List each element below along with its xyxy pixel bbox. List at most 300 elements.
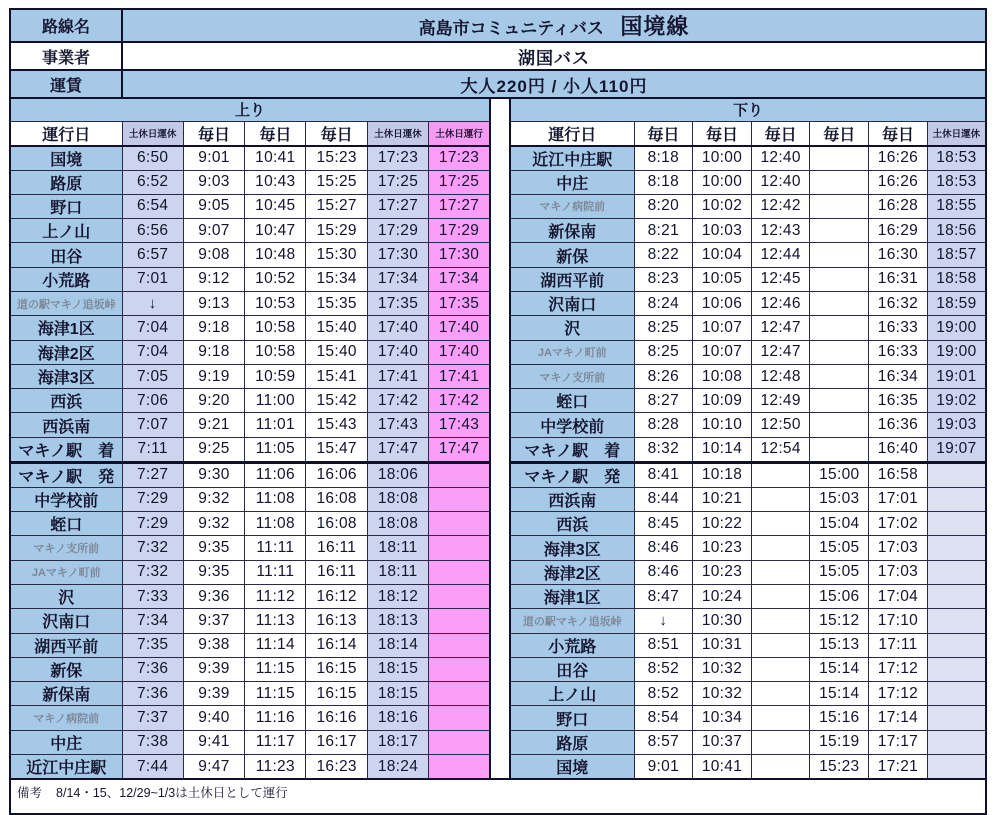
route-name-label: 路線名 — [10, 9, 122, 42]
table-row — [10, 389, 490, 413]
time-cell: 17:41 — [429, 364, 490, 388]
time-cell: 7:44 — [122, 755, 183, 780]
table-row — [10, 462, 490, 487]
table-row — [10, 487, 490, 511]
station-cell: 西浜 — [510, 512, 634, 536]
station-cell: 新保南 — [10, 682, 122, 706]
station-cell: 沢 — [510, 316, 634, 340]
time-cell: 18:24 — [367, 755, 428, 780]
time-cell: 9:47 — [183, 755, 244, 780]
column-header: 毎日 — [751, 121, 810, 146]
station-cell: 蛭口 — [10, 512, 122, 536]
time-cell — [810, 291, 869, 315]
table-row — [10, 730, 490, 754]
time-cell: 16:40 — [869, 437, 928, 462]
time-cell — [810, 437, 869, 462]
time-cell: 17:35 — [429, 291, 490, 315]
time-cell: 10:58 — [245, 316, 306, 340]
table-gap — [491, 97, 509, 780]
table-row — [10, 267, 490, 291]
table-row — [10, 609, 490, 633]
station-cell: マキノ病院前 — [510, 194, 634, 218]
table-row — [10, 340, 490, 364]
time-cell — [927, 536, 986, 560]
time-cell: 17:34 — [429, 267, 490, 291]
table-row — [510, 462, 986, 487]
time-cell: 8:27 — [634, 389, 693, 413]
time-cell: 7:07 — [122, 413, 183, 437]
table-row — [10, 512, 490, 536]
time-cell — [927, 609, 986, 633]
time-cell: 9:18 — [183, 316, 244, 340]
time-cell: 10:48 — [245, 243, 306, 267]
time-cell: 17:43 — [367, 413, 428, 437]
time-cell: 10:30 — [693, 609, 752, 633]
time-cell: 16:08 — [306, 487, 367, 511]
time-cell: 15:16 — [810, 706, 869, 730]
time-cell: 7:05 — [122, 364, 183, 388]
time-cell: 8:25 — [634, 340, 693, 364]
time-cell — [810, 219, 869, 243]
time-cell: 9:13 — [183, 291, 244, 315]
time-cell: 11:14 — [245, 633, 306, 657]
table-row — [510, 730, 986, 754]
time-cell: 17:40 — [429, 340, 490, 364]
time-cell: 17:21 — [869, 755, 928, 780]
time-cell — [751, 609, 810, 633]
column-header: 毎日 — [183, 121, 244, 146]
time-cell — [927, 730, 986, 754]
station-cell: 道の駅マキノ追坂峠 — [10, 291, 122, 315]
time-cell — [751, 706, 810, 730]
station-cell: 近江中庄駅 — [10, 755, 122, 780]
time-cell: 17:43 — [429, 413, 490, 437]
station-cell: 上ノ山 — [10, 219, 122, 243]
time-cell: 10:14 — [693, 437, 752, 462]
table-row — [510, 706, 986, 730]
time-cell: 15:43 — [306, 413, 367, 437]
table-row — [510, 170, 986, 194]
table-row — [510, 364, 986, 388]
remarks-note — [9, 778, 987, 815]
time-cell: 12:49 — [751, 389, 810, 413]
time-cell: 19:03 — [927, 413, 986, 437]
time-cell: 10:41 — [245, 146, 306, 171]
table-row — [510, 487, 986, 511]
time-cell: 15:40 — [306, 340, 367, 364]
table-row — [510, 584, 986, 608]
time-cell: 17:47 — [429, 437, 490, 462]
time-cell: 15:27 — [306, 194, 367, 218]
time-cell: 16:14 — [306, 633, 367, 657]
time-cell: 16:08 — [306, 512, 367, 536]
timetable-down — [509, 97, 987, 780]
time-cell: 15:05 — [810, 560, 869, 584]
time-cell: 15:47 — [306, 437, 367, 462]
station-cell: 国境 — [10, 146, 122, 171]
time-cell — [429, 755, 490, 780]
time-cell: 19:01 — [927, 364, 986, 388]
time-cell — [751, 462, 810, 487]
fare-label: 運賃 — [10, 70, 122, 98]
operator-label: 事業者 — [10, 42, 122, 70]
time-cell: 10:37 — [693, 730, 752, 754]
time-cell: 18:53 — [927, 146, 986, 171]
time-cell — [810, 170, 869, 194]
station-cell: 中学校前 — [510, 413, 634, 437]
table-row — [510, 146, 986, 171]
time-cell: 9:20 — [183, 389, 244, 413]
station-cell: 海津2区 — [10, 340, 122, 364]
station-cell: 西浜南 — [510, 487, 634, 511]
time-cell — [810, 364, 869, 388]
time-cell: 9:01 — [634, 755, 693, 780]
station-cell: 海津2区 — [510, 560, 634, 584]
time-cell: 10:47 — [245, 219, 306, 243]
operating-day-header: 運行日 — [10, 121, 122, 146]
time-cell: 11:15 — [245, 657, 306, 681]
column-header: 毎日 — [634, 121, 693, 146]
time-cell: 12:47 — [751, 316, 810, 340]
time-cell: 15:42 — [306, 389, 367, 413]
table-row — [10, 633, 490, 657]
station-cell: 中庄 — [10, 730, 122, 754]
time-cell: 15:29 — [306, 219, 367, 243]
time-cell — [927, 682, 986, 706]
time-cell: 18:53 — [927, 170, 986, 194]
time-cell: 9:32 — [183, 512, 244, 536]
time-cell — [810, 267, 869, 291]
time-cell: 10:10 — [693, 413, 752, 437]
time-cell — [751, 657, 810, 681]
time-cell: 15:12 — [810, 609, 869, 633]
time-cell: 17:29 — [429, 219, 490, 243]
time-cell: 15:23 — [306, 146, 367, 171]
time-cell: 12:48 — [751, 364, 810, 388]
time-cell — [751, 487, 810, 511]
time-cell: 17:12 — [869, 657, 928, 681]
direction-header: 下り — [510, 98, 986, 121]
table-row — [10, 584, 490, 608]
fare-row — [10, 70, 986, 98]
station-cell: 小荒路 — [510, 633, 634, 657]
time-cell — [927, 584, 986, 608]
time-cell: 9:21 — [183, 413, 244, 437]
table-row — [510, 316, 986, 340]
time-cell: 10:23 — [693, 536, 752, 560]
time-cell: 18:14 — [367, 633, 428, 657]
station-cell: 新保 — [10, 657, 122, 681]
route-name-value — [122, 9, 986, 42]
time-cell: 16:33 — [869, 316, 928, 340]
time-cell: 15:30 — [306, 243, 367, 267]
remarks-label: 備考 — [17, 786, 43, 801]
time-cell: 9:38 — [183, 633, 244, 657]
time-cell: 8:44 — [634, 487, 693, 511]
table-row — [510, 512, 986, 536]
station-cell: 近江中庄駅 — [510, 146, 634, 171]
station-cell: 海津1区 — [10, 316, 122, 340]
time-cell: 19:07 — [927, 437, 986, 462]
route-name-text: 国境線 — [620, 14, 690, 39]
time-cell: 16:15 — [306, 657, 367, 681]
station-cell: 湖西平前 — [510, 267, 634, 291]
time-cell — [429, 462, 490, 487]
time-cell: 12:43 — [751, 219, 810, 243]
direction-header: 上り — [10, 98, 490, 121]
time-cell: 15:00 — [810, 462, 869, 487]
time-cell: 11:16 — [245, 706, 306, 730]
time-cell — [429, 609, 490, 633]
time-cell: 11:08 — [245, 512, 306, 536]
time-cell: 17:40 — [367, 316, 428, 340]
time-cell — [810, 340, 869, 364]
time-cell: 8:22 — [634, 243, 693, 267]
time-cell: 9:08 — [183, 243, 244, 267]
time-cell — [751, 682, 810, 706]
station-cell: 西浜南 — [10, 413, 122, 437]
time-cell — [927, 755, 986, 780]
time-cell: 18:17 — [367, 730, 428, 754]
time-cell: 18:11 — [367, 536, 428, 560]
time-cell: 7:01 — [122, 267, 183, 291]
time-cell: 9:19 — [183, 364, 244, 388]
time-cell: 16:33 — [869, 340, 928, 364]
time-cell: 18:58 — [927, 267, 986, 291]
table-row — [510, 682, 986, 706]
time-cell: 17:02 — [869, 512, 928, 536]
table-row — [510, 609, 986, 633]
time-cell — [927, 560, 986, 584]
time-cell — [751, 633, 810, 657]
time-cell: 18:57 — [927, 243, 986, 267]
time-cell: 10:32 — [693, 657, 752, 681]
time-cell — [751, 584, 810, 608]
station-cell: 上ノ山 — [510, 682, 634, 706]
time-cell: 7:29 — [122, 487, 183, 511]
time-cell: 10:59 — [245, 364, 306, 388]
time-cell: 9:36 — [183, 584, 244, 608]
table-row — [10, 755, 490, 780]
time-cell: 18:12 — [367, 584, 428, 608]
table-row — [10, 146, 490, 171]
station-cell: 海津3区 — [10, 364, 122, 388]
time-cell: 17:14 — [869, 706, 928, 730]
time-cell: 18:59 — [927, 291, 986, 315]
time-cell: 17:23 — [367, 146, 428, 171]
time-cell: 11:08 — [245, 487, 306, 511]
time-cell: 17:17 — [869, 730, 928, 754]
time-cell: 18:56 — [927, 219, 986, 243]
time-cell — [429, 682, 490, 706]
time-cell: 17:34 — [367, 267, 428, 291]
time-cell: 11:05 — [245, 437, 306, 462]
time-cell: 10:02 — [693, 194, 752, 218]
station-cell: 海津3区 — [510, 536, 634, 560]
time-cell: 17:04 — [869, 584, 928, 608]
station-cell: マキノ病院前 — [10, 706, 122, 730]
time-cell: 6:57 — [122, 243, 183, 267]
station-cell: 中学校前 — [10, 487, 122, 511]
station-cell: 路原 — [10, 170, 122, 194]
time-cell — [429, 560, 490, 584]
time-cell: 17:42 — [429, 389, 490, 413]
fare-value: 大人220円 / 小人110円 — [122, 70, 986, 98]
station-cell: 小荒路 — [10, 267, 122, 291]
time-cell: 16:28 — [869, 194, 928, 218]
time-cell: 17:30 — [367, 243, 428, 267]
time-cell: 12:45 — [751, 267, 810, 291]
time-cell: 7:38 — [122, 730, 183, 754]
table-row — [10, 194, 490, 218]
remarks-text: 8/14・15、12/29~1/3は土休日として運行 — [56, 786, 288, 801]
time-cell: 7:29 — [122, 512, 183, 536]
time-cell — [927, 487, 986, 511]
skip-stop-arrow: ↓ — [122, 291, 183, 315]
time-cell: 11:12 — [245, 584, 306, 608]
time-cell: 16:23 — [306, 755, 367, 780]
time-cell: 17:12 — [869, 682, 928, 706]
station-cell: 田谷 — [10, 243, 122, 267]
station-cell: 西浜 — [10, 389, 122, 413]
time-cell: 9:25 — [183, 437, 244, 462]
station-cell: 野口 — [510, 706, 634, 730]
time-cell: 10:08 — [693, 364, 752, 388]
time-cell: 7:32 — [122, 560, 183, 584]
time-cell: 18:08 — [367, 487, 428, 511]
column-header-row — [10, 121, 490, 146]
time-cell — [927, 633, 986, 657]
table-row — [10, 243, 490, 267]
time-cell — [927, 706, 986, 730]
time-cell: 16:15 — [306, 682, 367, 706]
time-cell: 10:05 — [693, 267, 752, 291]
operating-day-header: 運行日 — [510, 121, 634, 146]
time-cell: 8:51 — [634, 633, 693, 657]
time-cell — [429, 730, 490, 754]
operator-value: 湖国バス — [122, 42, 986, 70]
time-cell: 17:27 — [367, 194, 428, 218]
column-header: 毎日 — [693, 121, 752, 146]
time-cell: 16:30 — [869, 243, 928, 267]
time-cell: 7:32 — [122, 536, 183, 560]
time-cell: 16:16 — [306, 706, 367, 730]
time-cell: 9:03 — [183, 170, 244, 194]
time-cell: 15:41 — [306, 364, 367, 388]
time-cell: 17:10 — [869, 609, 928, 633]
skip-stop-arrow: ↓ — [634, 609, 693, 633]
table-row — [510, 243, 986, 267]
time-cell: 8:25 — [634, 316, 693, 340]
time-cell: 10:43 — [245, 170, 306, 194]
time-cell: 9:30 — [183, 462, 244, 487]
time-cell: 10:09 — [693, 389, 752, 413]
time-cell — [810, 146, 869, 171]
time-cell: 12:42 — [751, 194, 810, 218]
time-cell: 19:02 — [927, 389, 986, 413]
time-cell: 10:00 — [693, 146, 752, 171]
column-header: 毎日 — [245, 121, 306, 146]
time-cell: 15:13 — [810, 633, 869, 657]
time-cell: 17:25 — [367, 170, 428, 194]
time-cell: 17:40 — [429, 316, 490, 340]
table-row — [510, 633, 986, 657]
column-header: 毎日 — [810, 121, 869, 146]
station-cell: 蛭口 — [510, 389, 634, 413]
time-cell: 7:11 — [122, 437, 183, 462]
station-cell: 海津1区 — [510, 584, 634, 608]
table-row — [10, 291, 490, 315]
table-row — [10, 560, 490, 584]
station-cell: マキノ駅 発 — [510, 462, 634, 487]
table-row — [10, 536, 490, 560]
time-cell: 16:17 — [306, 730, 367, 754]
time-cell — [429, 633, 490, 657]
time-cell: 10:32 — [693, 682, 752, 706]
time-cell: 18:13 — [367, 609, 428, 633]
table-row — [510, 219, 986, 243]
column-header-row — [510, 121, 986, 146]
time-cell — [429, 536, 490, 560]
time-cell: 7:04 — [122, 340, 183, 364]
time-cell — [429, 706, 490, 730]
time-cell: 8:24 — [634, 291, 693, 315]
route-prefix-text: 高島市コミュニティバス — [418, 19, 604, 38]
table-row — [510, 536, 986, 560]
time-cell: 8:54 — [634, 706, 693, 730]
time-cell: 8:32 — [634, 437, 693, 462]
time-cell: 10:31 — [693, 633, 752, 657]
time-cell: 10:07 — [693, 316, 752, 340]
time-cell: 8:20 — [634, 194, 693, 218]
table-row — [10, 219, 490, 243]
time-cell: 10:41 — [693, 755, 752, 780]
table-row — [10, 437, 490, 462]
time-cell: 6:56 — [122, 219, 183, 243]
time-cell: 7:36 — [122, 682, 183, 706]
timetable-up — [9, 97, 491, 780]
column-header: 土休日運休 — [367, 121, 428, 146]
time-cell: 16:35 — [869, 389, 928, 413]
time-cell: 11:00 — [245, 389, 306, 413]
time-cell: 17:27 — [429, 194, 490, 218]
time-cell: 15:34 — [306, 267, 367, 291]
time-cell — [810, 413, 869, 437]
operator-row — [10, 42, 986, 70]
table-row — [10, 170, 490, 194]
time-cell: 7:06 — [122, 389, 183, 413]
station-cell: 沢南口 — [10, 609, 122, 633]
table-row — [10, 316, 490, 340]
station-cell: JAマキノ町前 — [10, 560, 122, 584]
time-cell: 16:58 — [869, 462, 928, 487]
time-cell: 15:40 — [306, 316, 367, 340]
time-cell: 9:07 — [183, 219, 244, 243]
time-cell: 9:35 — [183, 536, 244, 560]
time-cell: 16:11 — [306, 560, 367, 584]
time-cell: 18:15 — [367, 657, 428, 681]
time-cell: 11:15 — [245, 682, 306, 706]
table-row — [10, 657, 490, 681]
time-cell: 11:23 — [245, 755, 306, 780]
time-cell: 9:05 — [183, 194, 244, 218]
time-cell: 15:35 — [306, 291, 367, 315]
time-cell: 17:03 — [869, 536, 928, 560]
time-cell: 18:06 — [367, 462, 428, 487]
time-cell — [810, 389, 869, 413]
column-header: 毎日 — [869, 121, 928, 146]
time-cell: 11:13 — [245, 609, 306, 633]
